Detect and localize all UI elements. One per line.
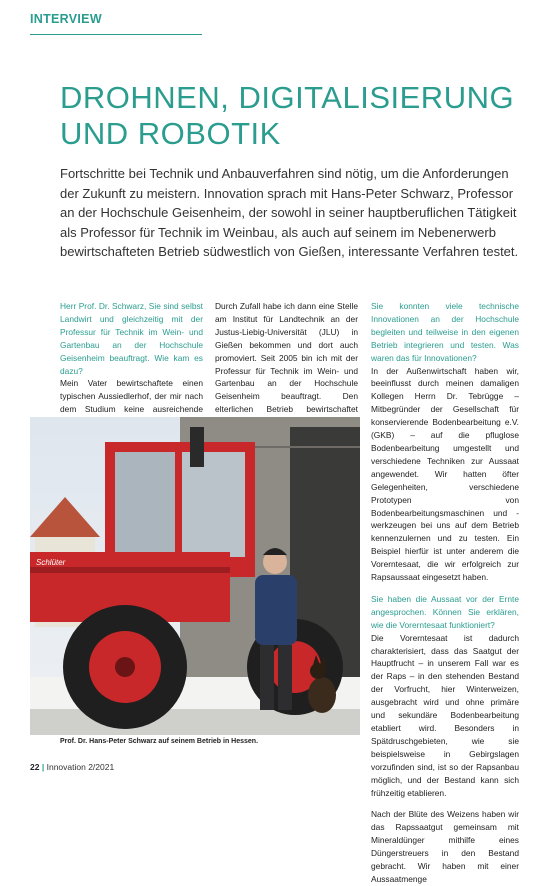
answer-4: Nach der Blüte des Weizens haben wir das Rapssaatgut gemeinsam mit Mineraldünger mithilfe eines Düngerstreuers in den Bestand gebracht. Wir haben mit einer Aussaatmenge xyxy=(371,809,519,884)
question-1: Herr Prof. Dr. Schwarz, Sie sind selbst Landwirt und gleichzeitig mit der Professur für Technik im Wein- und Gartenbau an der Hochschule Geisenheim beauftragt. Wie kam es dazu? xyxy=(60,301,203,376)
title-line-1: DROHNEN, DIGITALISIERUNG xyxy=(60,80,515,115)
cab-window-left xyxy=(115,452,175,557)
tractor-brand-label: Schlüter xyxy=(36,558,66,567)
answer-1: Mein Vater bewirtschaftete einen typischen Aussiedlerhof, der mir nach dem Studium keine ausreichende xyxy=(60,378,203,415)
question-3: Sie haben die Aussaat vor der Ernte angesprochen. Können Sie erklären, wie die Vorerntesaat funktioniert? xyxy=(371,593,519,630)
exhaust-pipe xyxy=(190,427,204,467)
tractor-photo xyxy=(30,417,360,735)
footer-separator: | xyxy=(41,762,45,772)
photo-caption: Prof. Dr. Hans-Peter Schwarz auf seinem Betrieb in Hessen. xyxy=(60,738,259,745)
title-line-2: UND ROBOTIK xyxy=(60,116,281,151)
article-title xyxy=(60,80,514,152)
page-footer xyxy=(30,762,114,772)
section-label: INTERVIEW xyxy=(30,12,102,26)
column-2 xyxy=(215,300,358,429)
person-jacket xyxy=(255,575,297,645)
question-2: Sie konnten viele technische Innovationen an der Hochschule begleiten und teilweise in den eigenen Betrieb integrieren und testen. Was waren das für Innovationen? xyxy=(371,301,519,363)
page-number: 22 xyxy=(30,762,40,772)
cab-window-right xyxy=(182,452,245,557)
answer-3: Die Vorerntesaat ist dadurch charakterisiert, dass das Saatgut der Hauptfrucht – in unserem Fall war es der Raps – in den stehenden Bestand der Vorfrucht, hier Winterweizen, ausgebracht wird und ohne primäre und sekundäre Bodenbearbeitung etabliert wird. Besonders in Spätdruschgebieten, wie sie beispielsweise in Gebirgslagen vorzufinden sind, ist so der Rapsanbau möglich, und der Bestand kann sich frühzeitig etablieren. xyxy=(371,632,519,798)
column-3 xyxy=(371,300,519,886)
person-leg-left xyxy=(260,645,274,710)
issue-label: Innovation 2/2021 xyxy=(46,762,115,772)
answer-1-continued: Durch Zufall habe ich dann eine Stelle am Institut für Landtechnik an der Justus-Liebig-Universität (JLU) in Gießen bekommen und dort auch promoviert. Seit 2005 bin ich mit der Professur für Technik im Wein- und Gartenbau an der Hochschule Geisenheim beauftragt. Den elterlichen Betrieb bewirtschaftet xyxy=(215,301,358,415)
section-rule xyxy=(30,34,202,35)
lead-paragraph: Fortschritte bei Technik und Anbauverfahren sind nötig, um die Anforderungen der Zukunft zu meistern. Innovation sprach mit Hans-Peter Schwarz, Professor an der Hochschule Geisenheim, der sowohl in seiner hauptberuflichen Tätigkeit als Professor für Technik im Weinbau, als auch auf seinem im Nebenerwerb bewirtschafteten Betrieb südwestlich von Gießen, interessante Verfahren testet. xyxy=(60,166,519,259)
answer-2: In der Außenwirtschaft haben wir, beeinflusst durch meinen damaligen Kollegen Herrn Dr. Tebrügge – Mitbegründer der Gesellschaft für konservierende Bodenbearbeitung e.V. (GKB) – auf die pfluglose Bodenbearbeitung umgestellt und verschiedene Techniken zur Aussaat angewendet. Wir hatten öfter Gelegenheiten, verschiedene Prototypen von Bodenbearbeitungsmaschinen und -werkzeugen bei uns auf dem Betrieb kennenzulernen und zu testen. Ein Beispiel hierfür ist unter anderem die Vorerntesaat, die wir erfolgreich zur Rapsaussaat eingesetzt haben. xyxy=(371,365,519,583)
dog xyxy=(308,677,336,713)
person-leg-right xyxy=(278,645,292,710)
